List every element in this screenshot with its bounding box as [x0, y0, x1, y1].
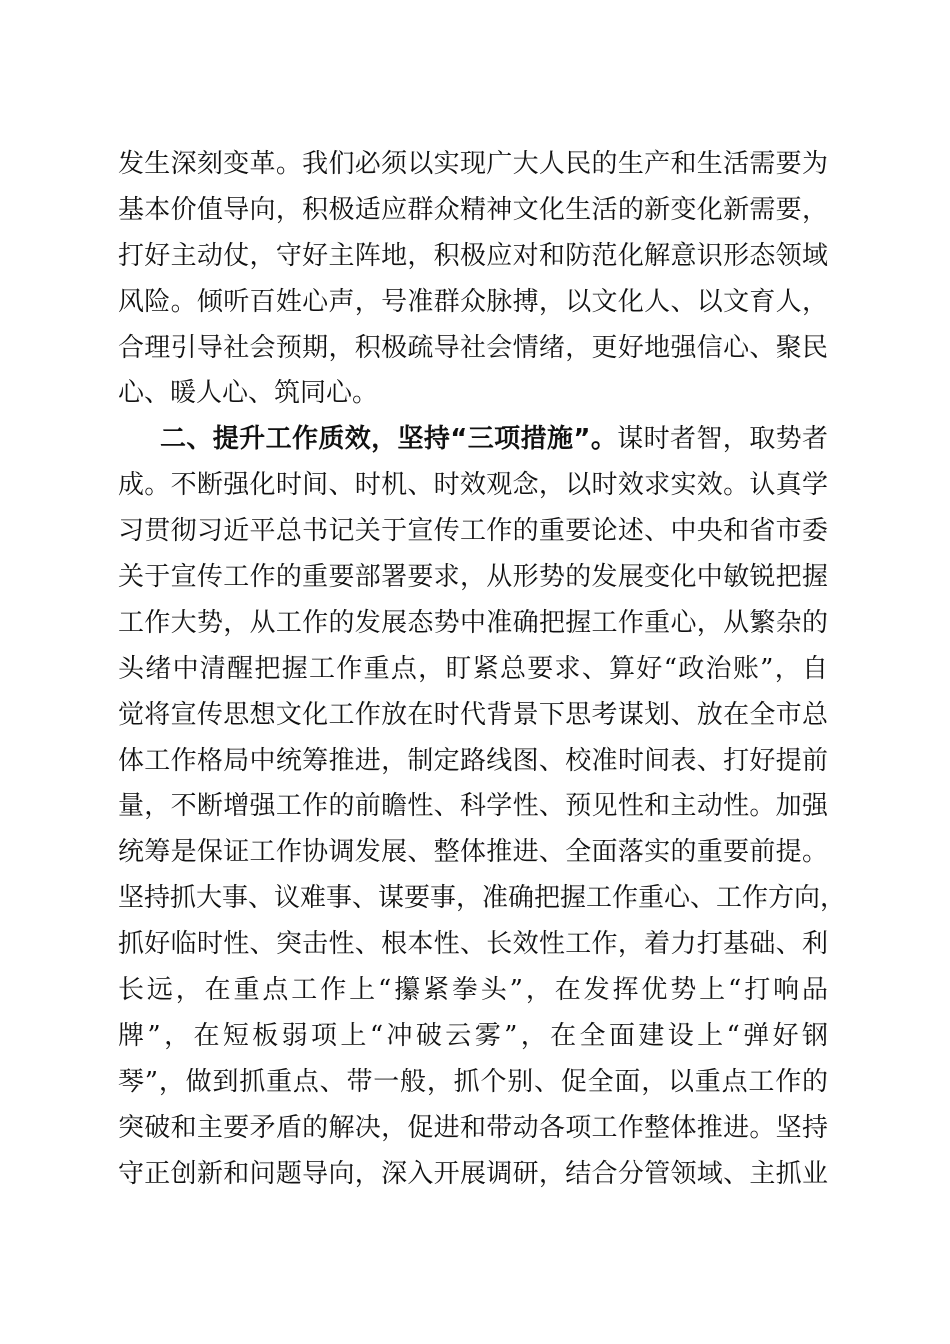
- body-text: [118, 142, 847, 1197]
- text-line: 觉将宣传思想文化工作放在时代背景下思考谋划、放在全市总: [118, 699, 828, 730]
- text-line: 工作大势，从工作的发展态势中准确把握工作重心，从繁杂的: [118, 607, 828, 638]
- text-line: 合理引导社会预期，积极疏导社会情绪，更好地强信心、聚民: [118, 332, 828, 363]
- text-line: 打好主动仗，守好主阵地，积极应对和防范化解意识形态领域: [118, 240, 828, 271]
- section-heading: 二、提升工作质效，坚持“三项措施”。: [160, 424, 618, 455]
- text-line: 关于宣传工作的重要部署要求，从形势的发展变化中敏锐把握: [118, 562, 828, 593]
- text-line: 基本价值导向，积极适应群众精神文化生活的新变化新需要，: [118, 194, 828, 225]
- section-heading-line: [118, 417, 828, 463]
- text-line: 体工作格局中统筹推进，制定路线图、校准时间表、打好提前: [118, 745, 828, 776]
- text-line: 心、暖人心、筑同心。: [118, 378, 379, 409]
- text-line: 发生深刻变革。我们必须以实现广大人民的生产和生活需要为: [118, 149, 828, 179]
- text-line: 量，不断增强工作的前瞻性、科学性、预见性和主动性。加强: [118, 791, 828, 822]
- text-line: 成。不断强化时间、时机、时效观念，以时效求实效。认真学: [118, 470, 828, 501]
- text-line: 抓好临时性、突击性、根本性、长效性工作，着力打基础、利: [118, 929, 828, 960]
- text-line: 统筹是保证工作协调发展、整体推进、全面落实的重要前提。: [118, 837, 828, 868]
- text-line: 坚持抓大事、议难事、谋要事，准确把握工作重心、工作方向，: [118, 883, 847, 914]
- text-line: 长远，在重点工作上“攥紧拳头”，在发挥优势上“打响品: [118, 975, 828, 1006]
- text-line: 习贯彻习近平总书记关于宣传工作的重要论述、中央和省市委: [118, 516, 828, 547]
- text-line: 突破和主要矛盾的解决，促进和带动各项工作整体推进。坚持: [118, 1112, 828, 1143]
- text-line: 头绪中清醒把握工作重点，盯紧总要求、算好“政治账”，自: [118, 653, 828, 684]
- text-line: 风险。倾听百姓心声，号准群众脉搏，以文化人、以文育人，: [118, 286, 828, 317]
- text-run: 谋时者智，取势者: [617, 424, 828, 455]
- text-line: 琴”，做到抓重点、带一般，抓个别、促全面，以重点工作的: [118, 1066, 828, 1097]
- text-line: 守正创新和问题导向，深入开展调研，结合分管领域、主抓业: [118, 1158, 828, 1189]
- text-line: 牌”，在短板弱项上“冲破云雾”，在全面建设上“弹好钢: [118, 1020, 828, 1051]
